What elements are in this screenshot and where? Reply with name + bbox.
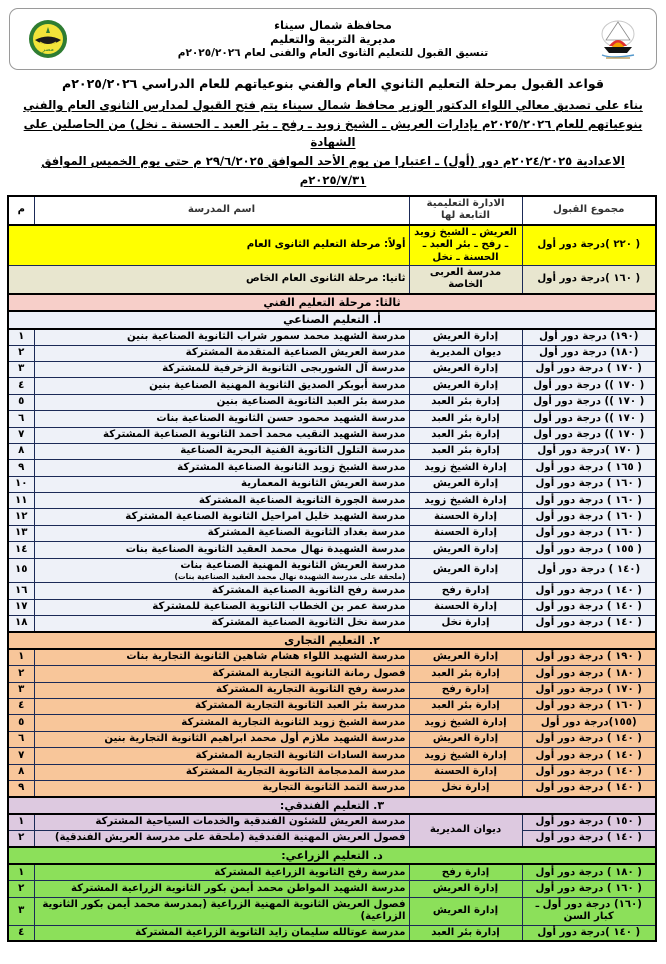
intro-block [9, 74, 657, 190]
table-row [8, 666, 656, 682]
section-banner-hotel [8, 797, 656, 814]
cell-school-note: (ملحقة على مدرسة الشهيدة نهال محمد العقيد الصناعية بنات) [174, 572, 406, 582]
cell-admin: إدارة الشيخ زويد [409, 715, 522, 731]
section-banner-agri [8, 847, 656, 864]
table-row [8, 649, 656, 665]
column-header-admin: الادارة التعليمية التابعة لها [409, 196, 522, 225]
stage-label: أولاً: مرحلة التعليم الثانوى العام [8, 225, 409, 266]
column-header-school: اسم المدرسة [34, 196, 409, 225]
cell-admin: إدارة الشيخ زويد [409, 460, 522, 476]
cell-row-number: ٧ [8, 427, 34, 443]
cell-row-number: ٢ [8, 345, 34, 361]
stage-admin: مدرسة العربى الخاصة [409, 265, 522, 293]
cell-admin: ديوان المديرية [409, 814, 522, 847]
cell-school-name: مدرسة الشيخ زويد الثانوية التجارية المشتركة [34, 715, 409, 731]
table-row [8, 864, 656, 880]
table-row [8, 476, 656, 492]
cell-admin: إدارة رفح [409, 583, 522, 599]
cell-school-name: مدرسة بئر العبد الثانوية الصناعية بنين [34, 394, 409, 410]
cell-school-name: مدرسة العريش الثانوية المعمارية [34, 476, 409, 492]
table-row [8, 925, 656, 941]
cell-row-number: ١٥ [8, 558, 34, 583]
intro-line-1: بناء على تصديق معالي اللواء الدكتور الوزير محافظ شمال سيناء يتم فتح القبول لمدارس الثانوى العام والفني [23, 97, 643, 112]
column-header-score: مجموع القبول [522, 196, 656, 225]
cell-score: ( ١٦٠ ) درجة دور أول [522, 698, 656, 714]
cell-row-number: ٤ [8, 925, 34, 941]
cell-school-name: مدرسة آل الشوربجى الثانوية الزخرفية للمشتركة [34, 361, 409, 377]
cell-row-number: ١٦ [8, 583, 34, 599]
table-row [8, 715, 656, 731]
cell-school-name: مدرسة الشهيد النقيب محمد أحمد الثانوية الصناعية المشتركة [34, 427, 409, 443]
cell-score: ( ١٤٠ ) درجة دور أول [522, 780, 656, 796]
cell-admin: إدارة الشيخ زويد [409, 493, 522, 509]
table-row [8, 345, 656, 361]
table-row [8, 378, 656, 394]
cell-row-number: ٥ [8, 394, 34, 410]
cell-row-number: ١١ [8, 493, 34, 509]
cell-school-name: مدرسة التمد الثانوية التجارية [34, 780, 409, 796]
table-row [8, 881, 656, 897]
cell-school-name: فصول العريش المهنية الفندقية (ملحقة على مدرسة العريش الفندقية) [34, 831, 409, 847]
cell-admin: إدارة العريش [409, 361, 522, 377]
stage-score: ( ٢٢٠ )درجة دور أول [522, 225, 656, 266]
admission-table [7, 195, 657, 943]
cell-score: ( ١٧٠ )درجة دور أول [522, 443, 656, 459]
table-row [8, 764, 656, 780]
cell-score: ( ١٧٠ )) درجة دور أول [522, 411, 656, 427]
cell-score: ( ١٦٠ ) درجة دور أول [522, 509, 656, 525]
cell-school-name: مدرسة الشهيدة نهال محمد العقيد الثانوية الصناعية بنات [34, 542, 409, 558]
section-banner-commercial [8, 632, 656, 649]
table-row [8, 427, 656, 443]
cell-score: ( ١٤٠ ) درجة دور أول [522, 731, 656, 747]
cell-row-number: ١٨ [8, 615, 34, 631]
cell-score: ( ١٦٠ ) درجة دور أول [522, 476, 656, 492]
table-row [8, 780, 656, 796]
cell-row-number: ٨ [8, 443, 34, 459]
cell-admin: إدارة بئر العبد [409, 394, 522, 410]
cell-admin: إدارة بئر العبد [409, 427, 522, 443]
cell-score: ( ١٦٠ ) درجة دور أول [522, 493, 656, 509]
table-row [8, 394, 656, 410]
cell-score: ( ١٦٥ ) درجة دور أول [522, 460, 656, 476]
cell-score: ( ١٤٠ ) درجة دور أول [522, 599, 656, 615]
cell-score: ( ١٤٠ ) درجة دور أول [522, 748, 656, 764]
cell-score: ( ١٧٠ )) درجة دور أول [522, 394, 656, 410]
cell-admin: إدارة الحسنة [409, 764, 522, 780]
cell-row-number: ٦ [8, 731, 34, 747]
cell-score: ( ١٤٠ ) درجة دور أول [522, 583, 656, 599]
cell-row-number: ١٣ [8, 525, 34, 541]
cell-row-number: ١٧ [8, 599, 34, 615]
table-row [8, 558, 656, 583]
table-row [8, 411, 656, 427]
table-row [8, 731, 656, 747]
cell-admin: إدارة العريش [409, 542, 522, 558]
cell-row-number: ١ [8, 814, 34, 830]
cell-score: ( ١٧٠ ) درجة دور أول [522, 361, 656, 377]
intro-line-2: بنوعياتهم للعام ٢٠٢٥/٢٠٢٦م بإدارات العريش ـ الشيخ زويد ـ رفح ـ بئر العبد ـ الحسنة ـ نخل) من الحاصلين على الشهادة [23, 116, 643, 150]
cell-row-number: ١ [8, 329, 34, 345]
cell-admin: إدارة رفح [409, 682, 522, 698]
cell-admin: إدارة العريش [409, 329, 522, 345]
header-title-block [76, 18, 590, 61]
cell-school-name: مدرسة الشهيد اللواء هشام شاهين الثانوية التجارية بنات [34, 649, 409, 665]
cell-score: ( ١٤٠ ) درجة دور أول [522, 615, 656, 631]
cell-row-number: ٢ [8, 831, 34, 847]
cell-school-name: مدرسة الجورة الثانوية الصناعية المشتركة [34, 493, 409, 509]
cell-row-number: ٩ [8, 460, 34, 476]
cell-score: ( ١٤٠ ) درجة دور أول [522, 764, 656, 780]
cell-row-number: ٦ [8, 411, 34, 427]
cell-admin: إدارة نخل [409, 780, 522, 796]
table-row [8, 525, 656, 541]
table-row [8, 698, 656, 714]
cell-score: ( ١٤٠ ) درجة دور أول [522, 831, 656, 847]
technical-stage-banner [8, 294, 656, 311]
table-row [8, 615, 656, 631]
cell-score: ( ١٥٠ ) درجة دور أول [522, 814, 656, 830]
cell-school-name: مدرسة رفح الثانوية الصناعية المشتركة [34, 583, 409, 599]
stage-label: ثانيا: مرحلة الثانوى العام الخاص [8, 265, 409, 293]
cell-school-name: فصول رمانة الثانوية التجارية المشتركة [34, 666, 409, 682]
cell-school-name: مدرسة العريش للشئون الفندقية والخدمات السياحية المشتركة [34, 814, 409, 830]
cell-row-number: ٤ [8, 698, 34, 714]
svg-text:مصر: مصر [42, 46, 54, 53]
cell-score: ( ١٧٠ )) درجة دور أول [522, 378, 656, 394]
section-banner-label: ٣. التعليم الفندقي: [8, 797, 656, 814]
cell-score: (١٩٠) درجة دور أول [522, 329, 656, 345]
stage-score: ( ١٦٠ )درجة دور أول [522, 265, 656, 293]
cell-score: (١٨٠) درجة دور أول [522, 345, 656, 361]
cell-admin: إدارة بئر العبد [409, 925, 522, 941]
section-banner-label: د. التعليم الزراعي: [8, 847, 656, 864]
cell-school-name: مدرسة عمر بن الخطاب الثانوية الصناعية للمشتركة [34, 599, 409, 615]
cell-admin: إدارة العريش [409, 476, 522, 492]
cell-row-number: ٧ [8, 748, 34, 764]
cell-score: ( ١٨٠ ) درجة دور أول [522, 666, 656, 682]
table-row [8, 443, 656, 459]
cell-school-name: مدرسة الشهيد محمود حسن الثانوية الصناعية بنات [34, 411, 409, 427]
cell-admin: إدارة بئر العبد [409, 698, 522, 714]
intro-paragraph [9, 96, 657, 190]
table-row [8, 542, 656, 558]
cell-admin: إدارة العريش [409, 378, 522, 394]
cell-school-name: مدرسة الشهيد المواطن محمد أيمن بكور الثانوية الزراعية المشتركة [34, 881, 409, 897]
section-banner-label: ٢. التعليم التجارى [8, 632, 656, 649]
cell-school-name: مدرسة العريش الثانوية المهنية الصناعية بنات (ملحقة على مدرسة الشهيدة نهال محمد العقيد الصناعية بنات) [34, 558, 409, 583]
technical-banner-label: ثالثا: مرحلة التعليم الفني [8, 294, 656, 311]
cell-score: (١٤٠ ) درجة دور أول [522, 558, 656, 583]
directorate-title: مديرية التربية والتعليم [270, 32, 396, 47]
stage-row-general [8, 225, 656, 266]
cell-row-number: ١ [8, 864, 34, 880]
cell-admin: إدارة العريش [409, 649, 522, 665]
cell-school-name: مدرسة الشهيد ملازم أول محمد ابراهيم الثانوية التجارية بنين [34, 731, 409, 747]
table-row [8, 493, 656, 509]
table-row [8, 361, 656, 377]
intro-line-3: الاعدادية ٢٠٢٤/٢٠٢٥م دور (أول) ـ اعتبارا من يوم الأحد الموافق ٢٩/٦/٢٠٢٥ م حتى يوم الخميس الموافق ٢٠٢٥/٧/٣١م [41, 154, 625, 188]
cell-row-number: ٩ [8, 780, 34, 796]
cell-admin: إدارة نخل [409, 615, 522, 631]
document-header [9, 8, 657, 70]
cell-admin: إدارة بئر العبد [409, 443, 522, 459]
governorate-title: محافظة شمال سيناء [274, 17, 392, 32]
cell-score: ( ١٧٠ )) درجة دور أول [522, 427, 656, 443]
rules-title: قواعد القبول بمرحلة التعليم الثانوي العام والفني بنوعياتهم للعام الدراسي ٢٠٢٥/٢٠٢٦م [61, 76, 605, 91]
cell-school-name: مدرسة عوتالله سليمان زايد الثانوية الزراعية المشتركة [34, 925, 409, 941]
cell-score: ( ١٦٠ ) درجة دور أول [522, 881, 656, 897]
table-row [8, 509, 656, 525]
cell-score: ( ١٦٠ ) درجة دور أول [522, 525, 656, 541]
cell-school-name: مدرسة بئر العبد الثانوية التجارية المشتركة [34, 698, 409, 714]
stage-row-private [8, 265, 656, 293]
cell-admin: إدارة العريش [409, 881, 522, 897]
table-row [8, 599, 656, 615]
cell-row-number: ١٤ [8, 542, 34, 558]
cell-score: ( ١٤٠ )درجة دور أول [522, 925, 656, 941]
section-banner-label: ‌أ. التعليم الصناعي [8, 311, 656, 328]
cell-row-number: ٤ [8, 378, 34, 394]
table-row [8, 831, 656, 847]
table-body [8, 225, 656, 942]
north-sinai-education-logo [590, 13, 646, 65]
cell-admin: ديوان المديرية [409, 345, 522, 361]
column-header-number: م [8, 196, 34, 225]
cell-school-name: مدرسة أبوبكر الصديق الثانوية المهنية الصناعية بنين [34, 378, 409, 394]
cell-score: (١٥٥)درجة دور أول [522, 715, 656, 731]
cell-score: ( ١٥٥ ) درجة دور أول [522, 542, 656, 558]
cell-row-number: ٢ [8, 666, 34, 682]
cell-school-name: مدرسة العريش الصناعية المتقدمة المشتركة [34, 345, 409, 361]
cell-school-name: مدرسة رفح الثانوية الزراعية المشتركة [34, 864, 409, 880]
table-row [8, 748, 656, 764]
cell-school-name: مدرسة الشيخ زويد الثانوية الصناعية المشتركة [34, 460, 409, 476]
cell-row-number: ١٢ [8, 509, 34, 525]
cell-school-name: مدرسة رفح الثانوية التجارية المشتركة [34, 682, 409, 698]
cell-admin: إدارة بئر العبد [409, 666, 522, 682]
cell-row-number: ٣ [8, 897, 34, 925]
cell-score: ( ١٧٠ ) درجة دور أول [522, 682, 656, 698]
cell-admin: إدارة الحسنة [409, 599, 522, 615]
table-header-row [8, 196, 656, 225]
cell-school-name: فصول العريش الثانوية المهنية الزراعية (بمدرسة محمد أيمن بكور الثانوية الزراعية) [34, 897, 409, 925]
cell-score: ( ١٩٠ ) درجة دور أول [522, 649, 656, 665]
cell-admin: إدارة رفح [409, 864, 522, 880]
cell-row-number: ٣ [8, 682, 34, 698]
cell-row-number: ١٠ [8, 476, 34, 492]
cell-admin: إدارة العريش [409, 897, 522, 925]
section-banner-industrial [8, 311, 656, 328]
cell-row-number: ٥ [8, 715, 34, 731]
cell-admin: إدارة بئر العبد [409, 411, 522, 427]
cell-score: ( ١٨٠ ) درجة دور أول [522, 864, 656, 880]
cell-admin: إدارة الحسنة [409, 509, 522, 525]
cell-school-name: مدرسة السادات الثانوية التجارية المشتركة [34, 748, 409, 764]
cell-school-name: مدرسة الشهيد خليل امراحيل الثانوية الصناعية المشتركة [34, 509, 409, 525]
table-row [8, 682, 656, 698]
cell-admin: إدارة الحسنة [409, 525, 522, 541]
cell-row-number: ٢ [8, 881, 34, 897]
cell-school-name: مدرسة التلول الثانوية الفنية البحرية الصناعية [34, 443, 409, 459]
table-row [8, 583, 656, 599]
table-row [8, 329, 656, 345]
cell-school-name: مدرسة الشهيد محمد سمور شراب الثانوية الصناعية بنين [34, 329, 409, 345]
table-row [8, 897, 656, 925]
cell-row-number: ٨ [8, 764, 34, 780]
table-row [8, 814, 656, 830]
cell-admin: إدارة العريش [409, 558, 522, 583]
cell-school-name: مدرسة نخل الثانوية الصناعية المشتركة [34, 615, 409, 631]
cell-school-name: مدرسة المدمجامة الثانوية التجارية المشتركة [34, 764, 409, 780]
cell-admin: إدارة العريش [409, 731, 522, 747]
egypt-eagle-emblem [20, 13, 76, 65]
stage-admin: العريش ـ الشيخ زويد ـ رفح ـ بئر العبد ـ الحسنة ـ نخل [409, 225, 522, 266]
table-row [8, 460, 656, 476]
cell-admin: إدارة الشيخ زويد [409, 748, 522, 764]
cell-row-number: ١ [8, 649, 34, 665]
cell-row-number: ٣ [8, 361, 34, 377]
header-subtitle: تنسيق القبول للتعليم الثانوى العام والفنى لعام ٢٠٢٥/٢٠٢٦م [177, 47, 489, 59]
cell-school-name: مدرسة بغداد الثانوية الصناعية المشتركة [34, 525, 409, 541]
cell-score: (١٦٠) درجة دور أول ـ كبار السن [522, 897, 656, 925]
